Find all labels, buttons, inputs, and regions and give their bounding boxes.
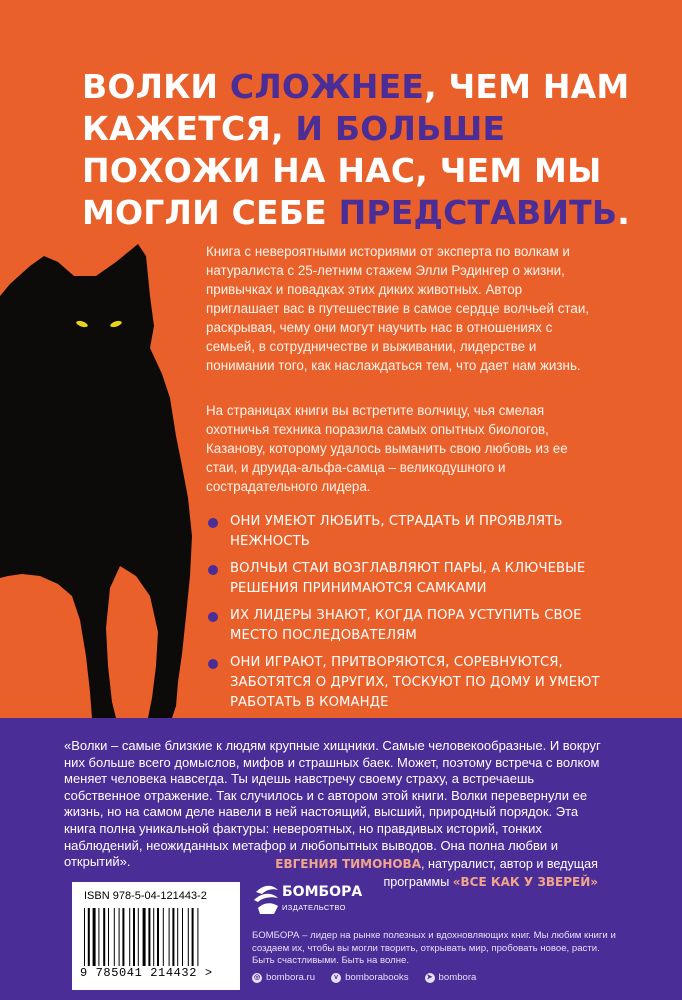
wolf-silhouette: [0, 236, 230, 718]
barcode-digits: 9 785041 214432 >: [80, 966, 213, 980]
barcode-bar: [88, 908, 90, 966]
feature-item: ВОЛЧЬИ СТАИ ВОЗГЛАВЛЯЮТ ПАРЫ, А КЛЮЧЕВЫЕ РЕШЕНИЯ ПРИНИМАЮТСЯ САМКАМИ: [208, 559, 628, 599]
barcode-bar: [182, 908, 183, 966]
description-paragraph-1: Книга с невероятными историями от эксперта по волкам и натуралиста с 25-летним стажем Элли Рэдингер о жизни, привычках и повадках этих диких животных. Автор приглашает вас в путешествие в самое сердце волчьей стаи, раскрывая, чему они могут научить нас в отношениях с семьей, в сотрудничестве и выживании, лидерстве и понимании того, как наслаждаться тем, что дает нам жизнь.: [206, 244, 590, 373]
feature-item: ОНИ УМЕЮТ ЛЮБИТЬ, СТРАДАТЬ И ПРОЯВЛЯТЬ НЕЖНОСТЬ: [208, 512, 628, 552]
publisher-description: БОМБОРА – лидер на рынке полезных и вдохновляющих книг. Мы любим книги и создаем их, чтобы вы могли творить, открывать мир, пробовать новое, расти. Быть счастливыми. Быть на волне.: [252, 930, 616, 967]
headline-text: .: [617, 193, 630, 232]
barcode-bar: [114, 908, 115, 966]
barcode-bar: [138, 908, 139, 966]
description-paragraph-2: На страницах книги вы встретите волчицу, чья смелая охотничья техника поразила самых опытных биологов, Казанову, которому удалось выманить свою любовь из ее стаи, и друида-альфа-самца – великодушного и сострадательного лидера.: [206, 403, 568, 494]
bullet-dot-icon: [208, 659, 218, 669]
headline-text: ПОХОЖИ НА НАС, ЧЕМ МЫ МОГЛИ СЕБЕ: [82, 151, 602, 232]
feature-item: ИХ ЛИДЕРЫ ЗНАЮТ, КОГДА ПОРА УСТУПИТЬ СВОЕ МЕСТО ПОСЛЕДОВАТЕЛЯМ: [208, 606, 628, 646]
bullet-dot-icon: [208, 565, 218, 575]
program-prefix: программы: [383, 875, 453, 889]
feature-item: ОНИ ИГРАЮТ, ПРИТВОРЯЮТСЯ, СОРЕВНУЮТСЯ, ЗАБОТЯТСЯ О ДРУГИХ, ТОСКУЮТ ПО ДОМУ И УМЕЮТ РАБОТАТЬ В КОМАНДЕ: [208, 653, 628, 713]
author-role: , натуралист, автор и ведущая: [421, 857, 598, 871]
barcode-bar: [98, 908, 99, 966]
barcode-bar: [122, 908, 124, 966]
barcode-bar: [172, 908, 174, 966]
barcode-bar: [177, 908, 178, 966]
barcode-bar: [153, 908, 154, 966]
bullet-dot-icon: [208, 612, 218, 622]
isbn-barcode-box: [72, 882, 240, 990]
barcode-bar: [192, 908, 194, 966]
social-link[interactable]: ➤ bombora: [425, 972, 477, 983]
publisher-socials: [252, 972, 476, 983]
headline-text: ВОЛКИ: [82, 67, 230, 106]
quote-author: [178, 855, 598, 891]
isbn-label: ISBN 978-5-04-121443-2: [84, 890, 207, 902]
publisher-sub: ИЗДАТЕЛЬСТВО: [282, 903, 346, 912]
vk-icon: v: [331, 973, 341, 983]
bullet-dot-icon: [208, 518, 218, 528]
social-link[interactable]: ◎ bombora.ru: [253, 972, 316, 983]
barcode-bar: [108, 908, 109, 966]
feature-list: [208, 512, 628, 720]
headline-accent-text: И БОЛЬШЕ: [295, 109, 506, 148]
headline-text: , ЧЕМ НАМ КАЖЕТСЯ,: [82, 67, 630, 148]
barcode-bar: [84, 908, 85, 966]
telegram-icon: ➤: [425, 973, 435, 983]
barcode-bar: [93, 908, 96, 966]
barcode-bar: [133, 908, 135, 966]
barcode-bar: [197, 908, 198, 966]
headline: [82, 66, 642, 234]
barcode-bar: [119, 908, 120, 966]
barcode-bar: [163, 908, 164, 966]
program-name: «ВСЕ КАК У ЗВЕРЕЙ»: [452, 875, 598, 889]
headline-accent-text: СЛОЖНЕЕ: [229, 67, 425, 106]
globe-icon: ◎: [253, 973, 261, 981]
barcode-bar: [143, 908, 146, 966]
headline-accent-text: ПРЕДСТАВИТЬ: [338, 193, 618, 232]
barcode-bar: [103, 908, 105, 966]
barcode-bar: [157, 908, 159, 966]
barcode-bar: [188, 908, 189, 966]
barcode-bar: [148, 908, 150, 966]
author-name: ЕВГЕНИЯ ТИМОНОВА: [275, 857, 421, 871]
publisher-name: БОМБОРА: [282, 884, 363, 900]
review-quote: «Волки – самые близкие к людям крупные хищники. Самые человекообразные. И вокруг них больше всего домыслов, мифов и страшных баек. Может, поэтому встреча с волком меняет человека навсегда. Ты идешь навстречу своему страху, а встречаешь собственное отражение. Так случилось и с автором этой книги. Волки перевернули ее жизнь, но на самом деле навели в ней настоящий, высший, природный порядок. Эта книга полна уникальной фактуры: невероятных, но правдивых историй, тонких наблюдений, неожиданных метафор и любопытных выводов. Она полна любви и открытий».: [64, 738, 601, 870]
barcode-bar: [169, 908, 170, 966]
social-link[interactable]: v bomborabooks: [331, 972, 408, 983]
barcode: [82, 908, 232, 968]
barcode-bar: [129, 908, 130, 966]
